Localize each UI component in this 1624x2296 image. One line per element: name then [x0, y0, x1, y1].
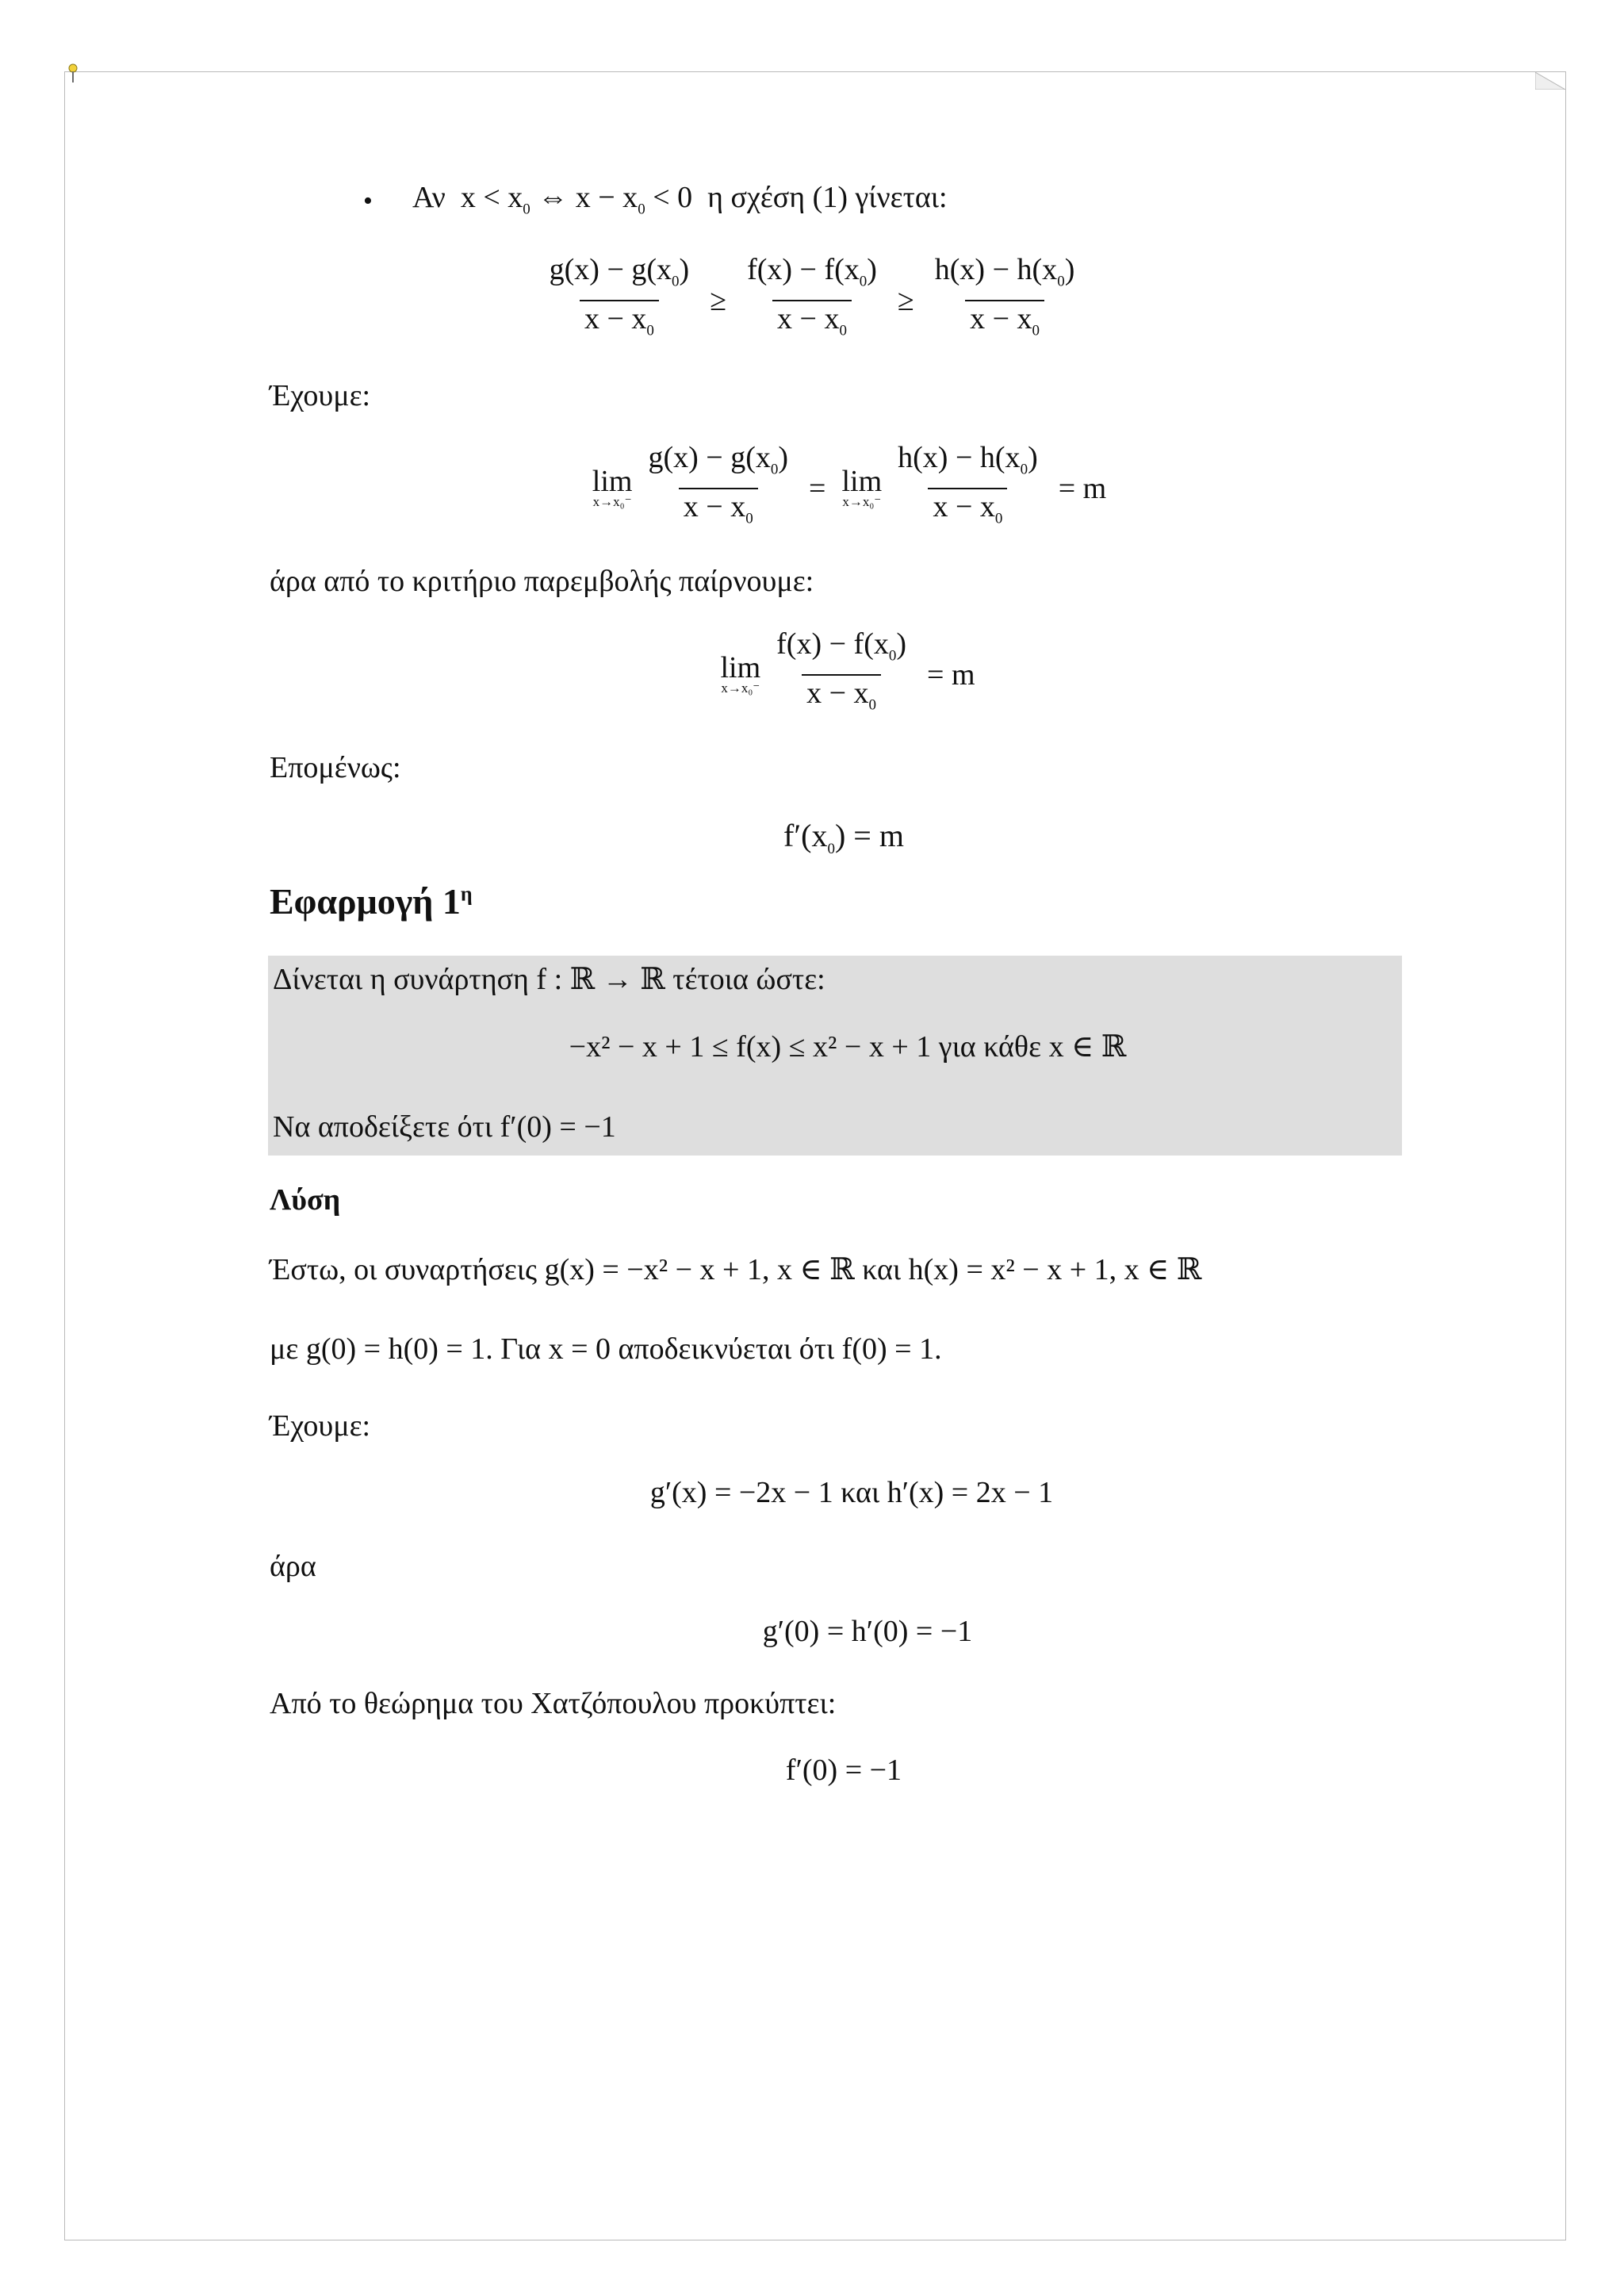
fraction-g: $\frac{g(x) - g(x_0)}{x - x_0}$ — [545, 252, 695, 348]
subscript-zero: 0 — [638, 201, 645, 218]
derivatives-line: g′(x) = −2x − 1 και h′(x) = 2x − 1 — [649, 1476, 1054, 1509]
equiv-symbol: ⇔ — [538, 181, 569, 214]
geq-symbol: ≥ — [710, 283, 727, 317]
fraction-inequality — [0, 252, 1624, 348]
limit-f-equation — [38, 627, 1624, 723]
final-result: f′(0) = −1 — [785, 1754, 902, 1787]
solution-line-1: Έστω, οι συναρτήσεις g(x) = −x² − x + 1, x ∈ ℝ και h(x) = x² − x + 1, x ∈ ℝ — [270, 1253, 1202, 1286]
fraction-f-limit: $\frac{f(x) - f(x_0)}{x - x_0}$ — [772, 627, 911, 723]
pushpin-icon — [68, 63, 78, 84]
cond-expression: x < x — [460, 181, 523, 214]
derivatives-at-zero: g′(0) = h′(0) = −1 — [762, 1615, 973, 1648]
problem-inequality: −x² − x + 1 ≤ f(x) ≤ x² − x + 1 για κάθε x ∈ ℝ — [569, 1030, 1127, 1064]
text-an: Αν — [412, 181, 446, 214]
lim-operator: lim x→x₀⁻ — [841, 464, 883, 509]
equals-m: = m — [1058, 471, 1107, 505]
text-echoume: Έχουμε: — [270, 379, 371, 412]
problem-line-3: Να αποδείξετε ότι f′(0) = −1 — [273, 1110, 616, 1144]
derivative-result: $f'(x_0) = m$ — [783, 818, 904, 857]
heading-sup: η — [460, 882, 473, 906]
fraction-g-limit: $\frac{g(x) - g(x_0)}{x - x_0}$ — [643, 440, 793, 536]
subscript-zero: 0 — [523, 201, 530, 218]
equals-m: = m — [927, 657, 975, 692]
solution-line-2: με g(0) = h(0) = 1. Για x = 0 αποδεικνύεται ότι f(0) = 1. — [270, 1332, 942, 1366]
lim-operator: lim x→x₀⁻ — [720, 650, 761, 696]
page-fold-corner — [1535, 72, 1565, 90]
bullet-line — [412, 179, 948, 228]
solution-echoume: Έχουμε: — [270, 1409, 371, 1443]
geq-symbol: ≥ — [897, 283, 914, 317]
bullet-icon: • — [363, 186, 373, 216]
fraction-f: $\frac{f(x) - f(x_0)}{x - x_0}$ — [742, 252, 882, 348]
fraction-h: $\frac{h(x) - h(x_0)}{x - x_0}$ — [930, 252, 1080, 348]
problem-line-1: Δίνεται η συνάρτηση f : ℝ → ℝ τέτοια ώστε: — [273, 963, 825, 996]
solution-title: Λύση — [270, 1183, 341, 1217]
cond2-tail: < 0 — [653, 181, 693, 214]
heading-title: Εφαρμογή 1 — [270, 881, 461, 922]
text-relation: η σχέση (1) γίνεται: — [707, 181, 948, 214]
section-heading — [270, 880, 473, 922]
text-epomenos: Επομένως: — [270, 751, 401, 784]
lim-operator: lim x→x₀⁻ — [592, 464, 633, 509]
equals-symbol: = — [809, 471, 826, 505]
solution-ara: άρα — [270, 1550, 316, 1583]
limits-equation — [40, 440, 1624, 536]
text-ara-sandwich: άρα από το κριτήριο παρεμβολής παίρνουμε: — [270, 565, 814, 598]
fraction-h-limit: $\frac{h(x) - h(x_0)}{x - x_0}$ — [893, 440, 1043, 536]
cond2-expression: x − x — [575, 181, 638, 214]
solution-theorem: Από το θεώρημα του Χατζόπουλου προκύπτει: — [270, 1687, 837, 1720]
